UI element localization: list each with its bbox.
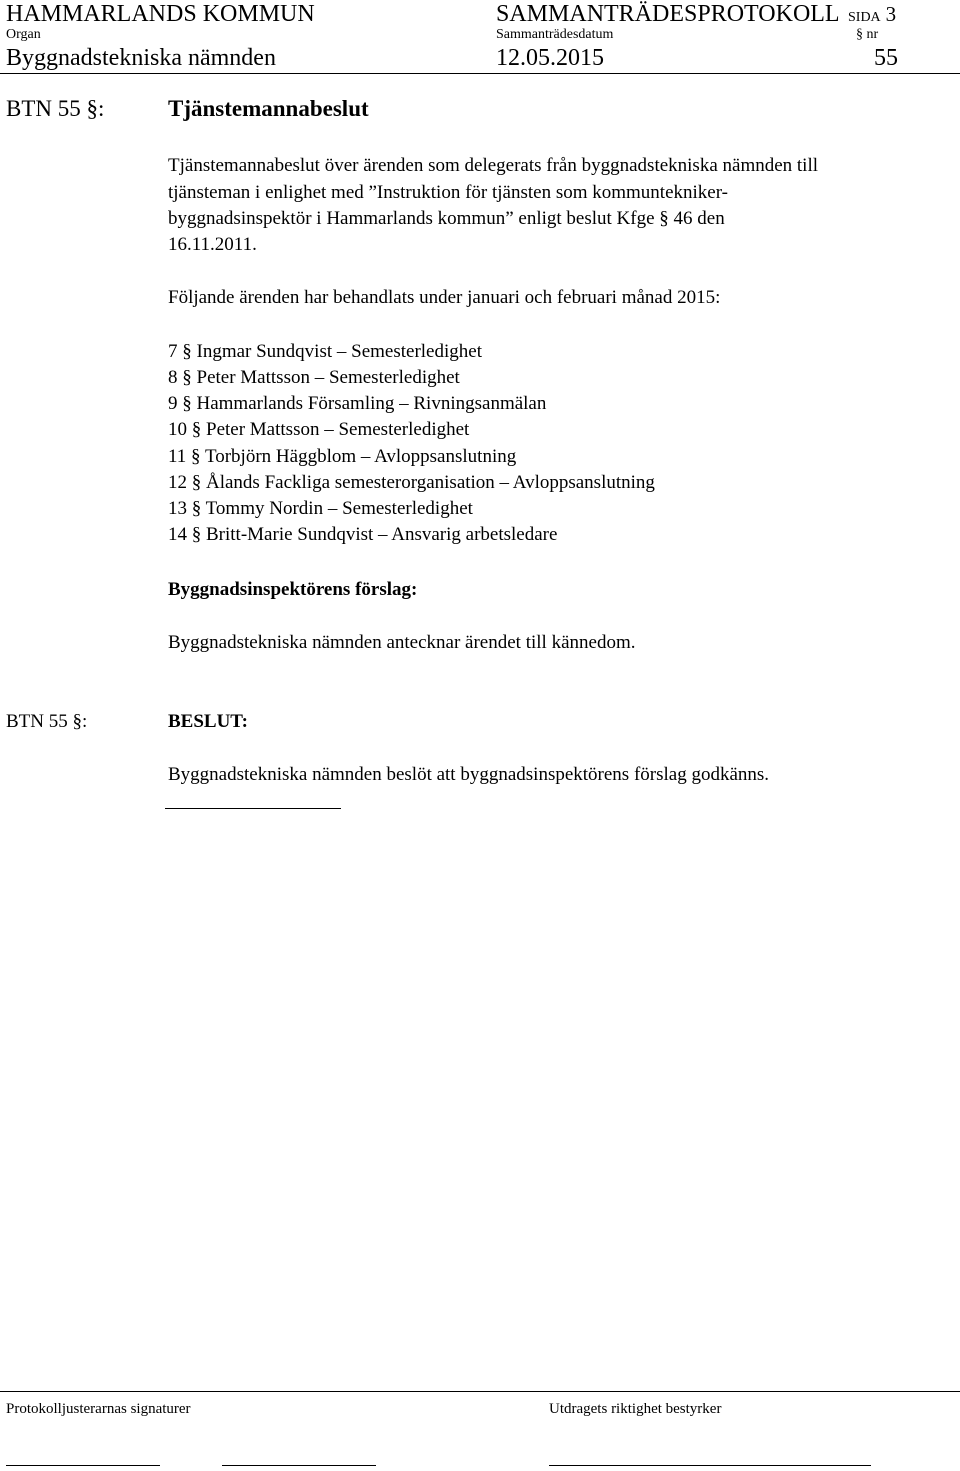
- list-item: 13 § Tommy Nordin – Semesterledighet: [168, 498, 473, 519]
- list-item: 14 § Britt-Marie Sundqvist – Ansvarig arbetsledare: [168, 524, 558, 545]
- section-ref: BTN 55 §:: [6, 96, 105, 121]
- list-item: 8 § Peter Mattsson – Semesterledighet: [168, 367, 460, 388]
- list-item: 11 § Torbjörn Häggblom – Avloppsanslutning: [168, 446, 517, 467]
- organ-label: Organ: [6, 27, 41, 42]
- list-item: 12 § Ålands Fackliga semesterorganisation – Avloppsanslutning: [168, 472, 655, 493]
- footer-divider: [0, 1391, 960, 1392]
- decision-heading: BESLUT:: [168, 711, 248, 732]
- decision-ref: BTN 55 §:: [6, 711, 88, 732]
- signature-line: [222, 1465, 376, 1466]
- document-type: SAMMANTRÄDESPROTOKOLL: [496, 1, 840, 27]
- date-label: Sammanträdesdatum: [496, 27, 614, 42]
- date-value: 12.05.2015: [496, 45, 604, 71]
- list-item: 7 § Ingmar Sundqvist – Semesterledighet: [168, 341, 482, 362]
- organ-value: Byggnadstekniska nämnden: [6, 45, 276, 71]
- municipality-name: HAMMARLANDS KOMMUN: [6, 1, 315, 27]
- nr-label: § nr: [856, 27, 879, 42]
- list-item: 10 § Peter Mattsson – Semesterledighet: [168, 419, 470, 440]
- page-indicator: [848, 2, 896, 30]
- list-item: 9 § Hammarlands Församling – Rivningsanmälan: [168, 393, 547, 414]
- certification-label: Utdragets riktighet bestyrker: [549, 1401, 722, 1417]
- signatures-label: Protokolljusterarnas signaturer: [6, 1401, 191, 1417]
- intro-line-3: byggnadsinspektör i Hammarlands kommun” enligt beslut Kfge § 46 den: [168, 208, 725, 229]
- page-number: 3: [885, 2, 897, 26]
- intro-line-4: 16.11.2011.: [168, 234, 257, 255]
- certification-line: [549, 1465, 871, 1466]
- proposal-heading: Byggnadsinspektörens förslag:: [168, 579, 418, 600]
- nr-value: 55: [874, 45, 898, 71]
- list-intro: Följande ärenden har behandlats under januari och februari månad 2015:: [168, 287, 721, 308]
- signature-line: [6, 1465, 160, 1466]
- page-prefix: SIDA: [848, 10, 881, 25]
- end-rule: [165, 808, 341, 809]
- header-divider: [0, 73, 960, 74]
- decision-text: Byggnadstekniska nämnden beslöt att byggnadsinspektörens förslag godkänns.: [168, 764, 770, 785]
- intro-line-1: Tjänstemannabeslut över ärenden som delegerats från byggnadstekniska nämnden till: [168, 155, 819, 176]
- intro-line-2: tjänsteman i enlighet med ”Instruktion för tjänsten som kommuntekniker-: [168, 182, 728, 203]
- proposal-text: Byggnadstekniska nämnden antecknar ärendet till kännedom.: [168, 632, 636, 653]
- section-title: Tjänstemannabeslut: [168, 96, 369, 121]
